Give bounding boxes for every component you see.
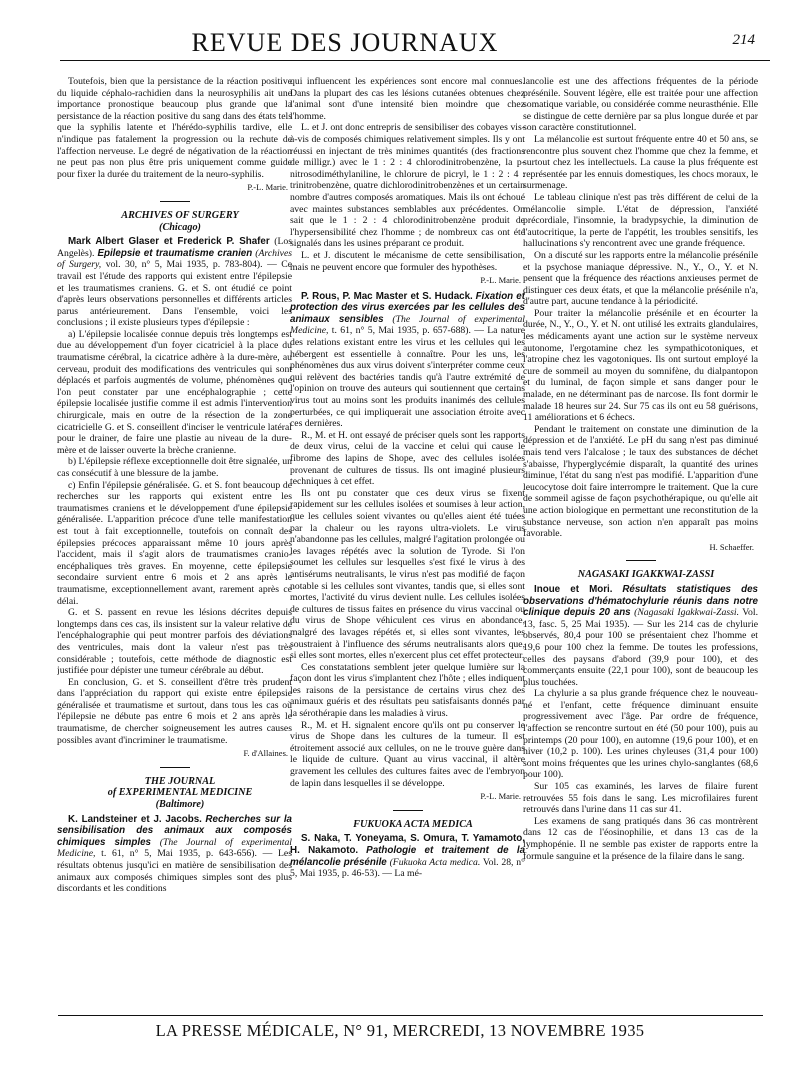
paragraph: L. et J. ont donc entrepris de sensibiliser des cobayes vis-à-vis de composés chimiques relativement simples. Ils y ont réussi en injectant de très minimes quantités (des fractions de milligr.) avec le 1 : 2 : 4 chlorodinitrobenzène, la p-nitrosodiméthylaniline, le chlorure de picryl, le 1 : 2 : 4 : trinitrobenzène, quatre dichlorodinitrobenzènes et un certain nombre d'autres composés aromatiques. Mais ils ont échoué avec maintes substances semblables aux précédentes. On sait que le 1 : 2 : 4 chlorodinitrobenzène produit de l'hypersensibilité chez l'homme ; de nombreux cas ont été signalés dans les usines préparant ce produit. xyxy=(290,122,525,250)
article-reference xyxy=(57,814,292,895)
article-source: (Archives of Surgery, xyxy=(57,247,292,271)
article-source: (Nagasaki Igakkwai-Zassi. xyxy=(634,607,740,619)
journal-heading: FUKUOKA ACTA MEDICA xyxy=(353,818,473,830)
article-source: (Fukuoka Acta medica. xyxy=(389,856,481,868)
journal-section-title: REVUE DES JOURNAUX xyxy=(191,28,499,57)
masthead xyxy=(50,28,775,58)
paragraph: R., M. et H. ont essayé de préciser quels sont les rapports de deux virus, celui de la vaccine et celui qui cause le fibrome des lapins de Shope, avec des cellules isolées provenant de cultures de tissus. Ils ont imaginé plusieurs techniques à cet effet. xyxy=(290,429,525,488)
paragraph: R., M. et H. signalent encore qu'ils ont pu conserver le virus de Shope dans les cultures de la tumeur. Il est étroitement associé aux cellules, on ne le trouve guère dans le liquide de culture. Quant au virus vaccinal, il altère gravement les cellules des cultures faites avec de l'embryon de lapin dans lesquelles il se développe. xyxy=(290,719,525,789)
footer-text: LA PRESSE MÉDICALE, N° 91, MERCREDI, 13 NOVEMBRE 1935 xyxy=(155,1021,645,1040)
article-authors: Inoue et Mori. xyxy=(534,583,613,595)
article-title: Fixation et protection des virus exercées par les cellules des animaux sensibles xyxy=(290,290,525,325)
article-reference xyxy=(290,833,525,879)
article-source: (The Journal of experimental Medicine, xyxy=(57,836,292,860)
article-reference xyxy=(57,236,292,329)
page-number: 214 xyxy=(732,32,755,48)
article-title: Pathologie et traitement de la mélancolie présénile xyxy=(290,845,525,868)
column-2 xyxy=(290,76,525,1000)
paragraph: La mélancolie est surtout fréquente entre 40 et 50 ans, se rencontre plus souvent chez l'homme que chez la femme, et surtout chez les intellectuels. La cause la plus fréquente est représentée par les ennuis domestiques, les chocs moraux, le surmenage. xyxy=(523,133,758,192)
paragraph: c) Enfin l'épilepsie généralisée. G. et S. font beaucoup de recherches sur les rapports qui existent entre les traumatismes craniens et le développement d'une épilepsie généralisée. L'apparition précoce d'une telle manifestation est tout à fait exceptionnelle, toutefois on connaît des épilepsies précoces apparaissant même 10 jours après l'accident, mais il s'agit alors de traumatismes cranio-encéphaliques très graves. En moyenne, cette épilepsie secondaire survient entre 6 mois et 2 ans après le traumatisme, exceptionnellement avant, rarement après ce délai. xyxy=(57,479,292,607)
paragraph: a) L'épilepsie localisée connue depuis très longtemps est due au développement d'un foyer cicatriciel à la place du traumatisme cérébral, la cicatrice adhère à la dure-mère, au cerveau, produit des modifications des ventricules qui sont déplacés et parfois augmentés de volume, phénomènes que l'on peut constater par une encéphalographie ; cette épilepsie localisée justifie comme il est admis l'intervention chirurgicale, mais en outre de la résection de la zone cicatricielle G. et S. conseillent d'inciser le ventricule latéral pour le drainer, de faire une plastie au niveau de la dure-mère et de laisser ouverte la brèche cranienne. xyxy=(57,328,292,456)
paragraph: b) L'épilepsie réflexe exceptionnelle doit être signalée, un cas consécutif à une blessure de la jambe. xyxy=(57,456,292,479)
journal-heading: of EXPERIMENTAL MEDICINE xyxy=(107,787,253,799)
article-body: Vol. 13, fasc. 5, 25 Mai 1935). — Sur les 214 cas de chylurie observés, 80,4 pour 100 se présentaient chez l'homme et 19,6 pour 100 chez la femme. De toutes les professions, celles des paysans d'abord (39,9 pour 100), et des commerçants ensuite (22,1 pour 100), sont de beaucoup les plus touchées. xyxy=(523,607,758,688)
article-body: Vol. 28, n° 5, Mai 1935, p. 46-53). — La mé- xyxy=(290,856,525,880)
paragraph: qui influencent les expériences sont encore mal connues. Dans la plupart des cas les lésions cutanées obtenues chez l'animal sont d'une intensité bien moindre que chez l'homme. xyxy=(290,76,525,122)
article-body: t. 61, n° 5, Mai 1935, p. 657-688). — La nature des relations existant entre les virus et les cellules qui les hébergent est essentielle à connaître. Pour les uns, les phénomènes dus aux virus doivent s'interpréter comme ceux qui relèvent des bactéries tandis qu'à l'autre extrémité de l'opinion on trouve des auteurs qui soutiennent que certains virus tout au moins sont les produits inanimés des cellules perturbées, ce qui impliquerait une association étroite avec ces dernières. xyxy=(290,325,525,430)
separator xyxy=(160,201,190,202)
separator xyxy=(393,810,423,811)
article-source: (The Journal of experimental Medicine, xyxy=(290,313,525,337)
signature: H. Schaeffer. xyxy=(709,541,754,552)
signature: F. d'Allaines. xyxy=(243,748,288,759)
journal-city: (Baltimore) xyxy=(155,799,205,811)
paragraph: Ces constatations semblent jeter quelque lumière sur la façon dont les virus s'implantent chez l'hôte ; elles indiquent les raisons de la persistance de certains virus chez des animaux guéris et des résultats peu satisfaisants donnés par la sérothérapie dans les maladies à virus. xyxy=(290,661,525,720)
separator xyxy=(626,560,656,561)
paragraph: Pour traiter la mélancolie présénile et en écourter la durée, N., Y., O., Y. et N. ont utilisé les extraits glandulaires, les médicaments ayant une action sur le système nerveux autonome, l'ergotamine chez les sympathicotoniques, et l'atropine chez les vagotoniques. Ils ont surtout employé la cure de sommeil au moyen du somnifène, du dialpantopon et du luminal, de façon simple et sans danger pour le malade, en ne déterminant pas de narcose. Ils font dormir le malade 18 heures sur 24. Sur 75 cas ils ont eu 58 guérisons, 11 améliorations et 6 échecs. xyxy=(523,307,758,424)
journal-heading: ARCHIVES OF SURGERY xyxy=(121,209,239,221)
column-1 xyxy=(57,76,292,1000)
article-reference xyxy=(523,584,758,688)
paragraph: Toutefois, bien que la persistance de la réaction positive du liquide céphalo-rachidien dans la neurosyphilis ait une importance pronostique beaucoup plus grande que la persistance de la réaction positive du sang dans des états tels que la syphilis latente et l'hérédo-syphilis tardive, elle n'indique pas fatalement la progression ou la rechute de l'affection nerveuse. Le degré de négativation de la réaction ne peut pas non plus être pris uniquement comme guide pour fixer la durée du traitement de la neuro-syphilis. xyxy=(57,76,292,180)
journal-city: (Chicago) xyxy=(159,221,201,233)
page-footer xyxy=(0,1021,800,1041)
column-3 xyxy=(523,76,758,1000)
article-authors: Mark Albert Glaser et Frederick P. Shafer xyxy=(68,236,270,248)
signature: P.-L. Marie. xyxy=(480,275,521,286)
paragraph: lancolie est une des affections fréquentes de la période présénile. Souvent légère, elle est traitée pour une affection somatique variable, ou considérée comme neurasthénie. Elle se distingue de cette dernière par sa plus longue durée et par son caractère constitutionnel. xyxy=(523,76,758,134)
article-authors: S. Naka, T. Yoneyama, S. Omura, T. Yamamoto, H. Nakamoto. xyxy=(290,833,525,856)
journal-heading: THE JOURNAL xyxy=(144,775,216,787)
article-body: vol. 30, n° 5, Mai 1935, p. 783-804). — Ce travail est l'étude des rapports qui existent entre l'épilepsie et les traumatismes craniens. G. et S. ont étudié ce point d'après leurs observations personnelles et différents articles parus antérieurement. Dans l'ensemble, voici les conclusions ; il existe plusieurs types d'épilepsie : xyxy=(57,259,292,329)
paragraph: On a discuté sur les rapports entre la mélancolie présénile et la psychose maniaque dépressive. N., Y., O., Y. et N. pensent que la fréquence des réactions anxieuses permet de distinguer ces deux états, et que la mélancolie présénile n'a, d'autre part, aucune tendance à la périodicité. xyxy=(523,249,758,308)
article-body: t. 61, n° 5, Mai 1935, p. 643-656). — Les résultats obtenus jusqu'ici en matière de sensibilisation des animaux aux composés chimiques simples sont des plus discordants et les conditions xyxy=(57,848,292,895)
paragraph: La chylurie a sa plus grande fréquence chez le nouveau-né et l'enfant, cette fréquence diminuant ensuite progressivement avec l'âge. Par ordre de fréquence, l'affection se rencontre surtout en été (50 pour 100), puis au printemps (20 pour 100), en automne (19,6 pour 100), et en hiver (10,2 p. 100). Les urines chyleuses (31,4 pour 100) sont moins fréquentes que les urines chylo-sanglantes (68,6 pour 100). xyxy=(523,688,758,781)
article-title: Résultats statistiques des observations d'hématochylurie réunis dans notre clinique depuis 20 ans xyxy=(523,583,758,619)
separator xyxy=(160,767,190,768)
paragraph: L. et J. discutent le mécanisme de cette sensibilisation, mais ne peuvent encore que formuler des hypothèses. xyxy=(290,249,525,273)
author-affiliation: (Los Angelès). xyxy=(57,236,292,259)
paragraph: Ils ont pu constater que ces deux virus se fixent rapidement sur les cellules isolées et soumises à leur action, que les cellules soient vivantes ou qu'elles aient été tuées par la chaleur ou les rayons ultra-violets. Le virus n'abandonne pas les cellules, malgré l'agitation prolongée ou les lavages répétés avec la solution de Tyrode. Si l'on soumet les cellules sur lesquelles s'est fixé le virus à des antisérums neutralisants, le virus n'est pas modifié de façon notable si les cellules sont vivantes, tandis que, si elles sont mortes, l'activité du virus devient nulle. Les cellules isolées de cultures de tissus faites en présence du virus vaccinal ou du virus de Shope véhiculent ces virus en abondance, malgré des lavages répétés et, si elles sont vivantes, les soustraient à l'influence des sérums neutralisants alors que, si elles sont mortes, elles n'exercent plus cet effet protecteur. xyxy=(290,487,525,662)
paragraph: Le tableau clinique n'est pas très différent de celui de la mélancolie simple. L'état de dépression, l'anxiété précordiale, l'insomnie, la bradypsychie, la diminution de l'autocritique, la perte de l'appétit, les troubles sensitifs, les hallucinations s'y rencontrent avec une grande fréquence. xyxy=(523,191,758,250)
journal-heading: NAGASAKI IGAKKWAI-ZASSI xyxy=(577,569,715,581)
signature: P.-L. Marie. xyxy=(247,182,288,193)
header-rule xyxy=(60,60,770,61)
signature: P.-L. Marie. xyxy=(480,791,521,802)
article-authors: P. Rous, P. Mac Master et S. Hudack. xyxy=(301,290,473,302)
article-title: Epilepsie et traumatisme cranien xyxy=(97,247,253,259)
paragraph: Sur 105 cas examinés, les larves de filaire furent retrouvées 55 fois dans le sang. Les microfilaires furent retrouvés dans l'urine dans 11 cas sur 41. xyxy=(523,781,758,816)
footer-rule xyxy=(58,1015,763,1016)
article-authors: K. Landsteiner et J. Jacobs. xyxy=(68,813,202,825)
article-title: Recherches sur la sensibilisation des animaux aux composés chimiques simples xyxy=(57,813,292,848)
paragraph: G. et S. passent en revue les lésions décrites depuis longtemps dans ces cas, ils insistent sur la valeur relative de l'encéphalographie qui peut montrer parfois des déviations des ventricules, mais dont la valeur n'est pas très considérable ; toutefois, cette méthode de diagnostic est justifiée pour dépister une tumeur cérébrale au début. xyxy=(57,607,292,677)
paragraph: Les examens de sang pratiqués dans 36 cas montrèrent dans 12 cas de l'éosinophilie, et dans 13 cas de la lymphopénie. Il ne semble pas exister de rapports entre la formule sanguine et la présence de la filaire dans le sang. xyxy=(523,815,758,862)
paragraph: En conclusion, G. et S. conseillent d'être très prudent dans l'appréciation du rapport qui existe entre épilepsie généralisée et traumatisme et surtout, dans tous les cas où l'épilepsie ne débute pas entre 6 mois et 2 ans après le traumatisme, de chercher soigneusement les autres causes possibles avant d'incriminer le traumatisme. xyxy=(57,676,292,746)
article-reference xyxy=(290,291,525,430)
paragraph: Pendant le traitement on constate une diminution de la dépression et de l'anxiété. Le pH du sang n'est pas diminué mais tend vers l'alcalose ; le taux des substances de déchet s'abaisse, l'hyperglycémie disparaît, la quantité des urines diminue, l'état du sang n'est pas modifié. L'apparition d'une leucocytose doit faire interrompre le traitement. Que la cure de sommeil agisse de façon psychothérapique, ou qu'elle ait une action biologique en permettant une reconstitution de la substance nerveuse, son action n'en apparaît pas moins favorable. xyxy=(523,423,758,540)
